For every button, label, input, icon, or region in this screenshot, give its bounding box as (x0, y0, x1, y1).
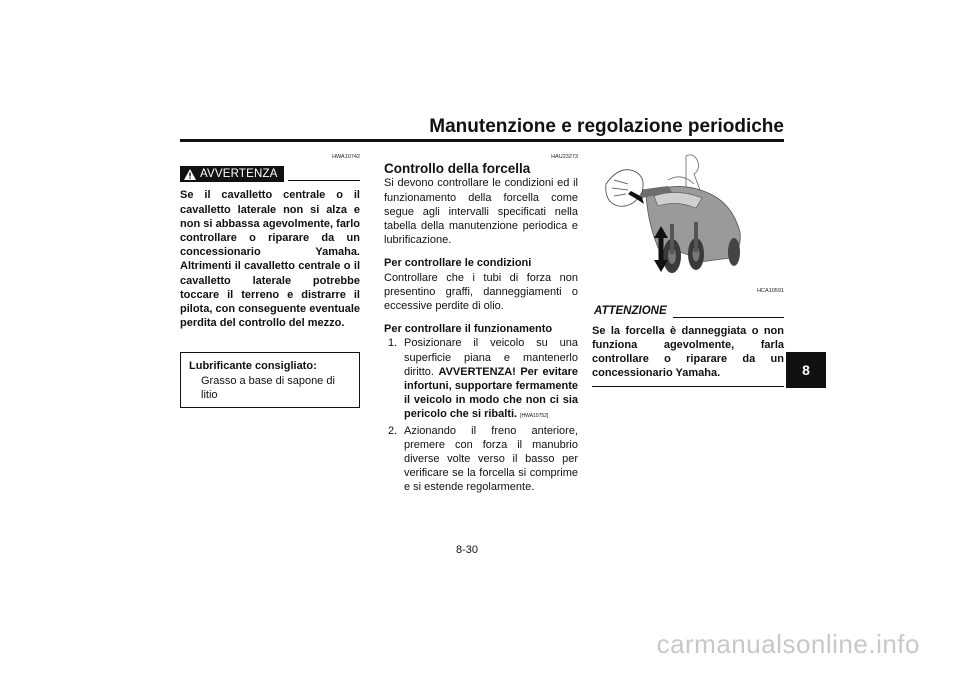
chapter-tab[interactable]: 8 (786, 352, 826, 388)
sub1-text: Controllare che i tubi di forza non presentino graffi, danneggiamenti o eccessive perdite di olio. (384, 271, 578, 313)
warning-header (180, 166, 360, 182)
column-right (592, 150, 784, 387)
step-text: Azionando il freno anteriore, premere con forza il manubrio diverse volte verso il basso per verificare se la forcella si comprime e si estende regolarmente. (404, 424, 578, 494)
warning-label: AVVERTENZA (200, 168, 278, 181)
caution-code: HCA10591 (757, 288, 784, 295)
page-title: Manutenzione e regolazione periodiche (429, 116, 784, 137)
step-warning: AVVERTENZA! Per evitare infortuni, supportare fermamente il veicolo in modo che non ci sia pericolo che si ribalti. (404, 365, 578, 421)
scooter-fork-illustration (598, 150, 748, 282)
lubricant-title: Lubrificante consigliato: (189, 360, 317, 373)
section-intro: Si devono controllare le condizioni ed il funzionamento della forcella come segue agli intervalli specificati nella tabella della manutenzione periodica e lubrificazione. (384, 177, 578, 247)
step-ref: [HWA10752] (520, 413, 549, 420)
column-middle (384, 150, 578, 495)
list-item (384, 424, 578, 495)
caution-header (592, 304, 784, 318)
warning-badge (180, 166, 284, 182)
step-number: 2. (388, 424, 398, 437)
column-left (180, 150, 360, 408)
page-number: 8-30 (456, 544, 479, 556)
warning-rule (288, 180, 360, 181)
sub1-title: Per controllare le condizioni (384, 257, 532, 270)
step-text: Posizionare il veicolo su una superficie piana e mantenerlo diritto. (404, 337, 578, 378)
steps-list (384, 336, 578, 494)
step-number: 1. (388, 337, 398, 350)
caution-rule-top (673, 317, 784, 318)
list-item (384, 336, 578, 423)
watermark: carmanualsonline.info (656, 629, 920, 659)
warning-code: HWA10742 (332, 154, 360, 160)
caution-label: ATTENZIONE (594, 305, 667, 318)
warning-text: Se il cavalletto centrale o il cavalletto laterale non si alza e non si abbassa agevolmente, farlo controllare o riparare da un concessionario Yamaha. Altrimenti il cavalletto centrale o il cavalletto laterale potrebbe toccare il terreno e distrarre il pilota, con conseguente eventuale perdita del controllo del mezzo. (180, 189, 360, 330)
lubricant-value: Grasso a base di sapone di litio (201, 374, 335, 401)
header-rule (180, 139, 784, 142)
caution-rule-bottom (592, 386, 784, 387)
caution-text: Se la forcella è danneggiata o non funziona agevolmente, farla controllare o riparare da un concessionario Yamaha. (592, 324, 784, 380)
sub2-title: Per controllare il funzionamento (384, 323, 553, 336)
lubricant-box (180, 352, 360, 408)
warning-triangle-icon (184, 169, 196, 180)
section-title: Controllo della forcella (384, 161, 531, 177)
section-code: HAU23273 (551, 154, 578, 160)
